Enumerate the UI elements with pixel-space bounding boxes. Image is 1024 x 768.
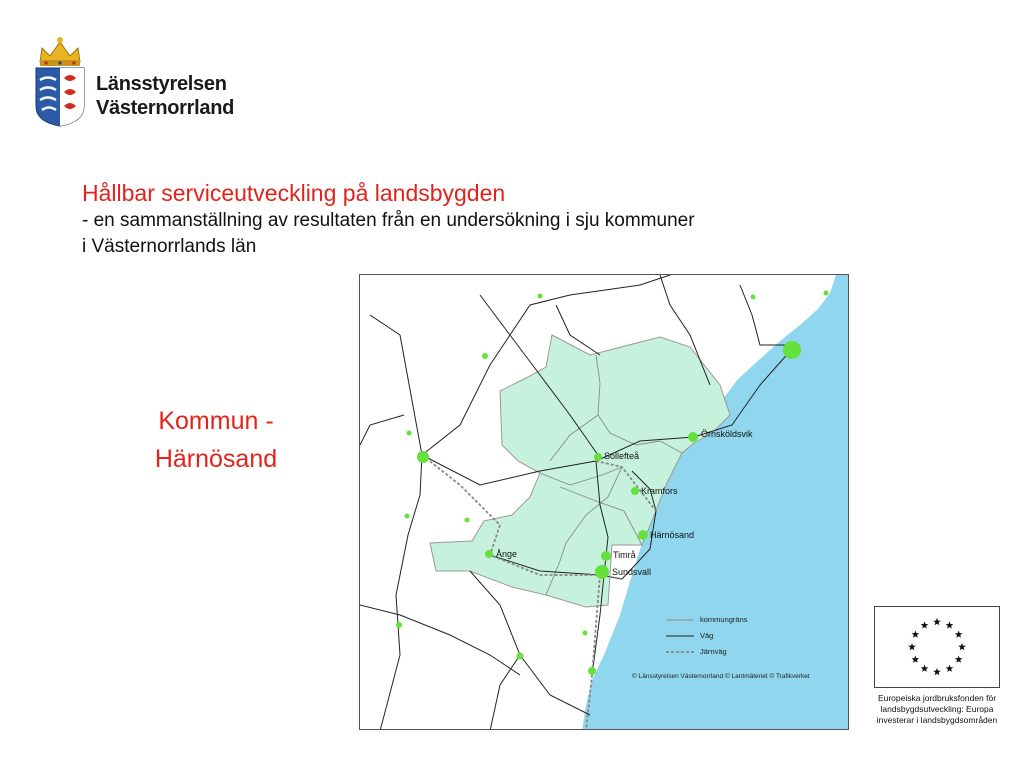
- town-harnosand: [638, 530, 648, 540]
- eu-stars-icon: [875, 607, 999, 687]
- eu-star: [921, 621, 929, 628]
- legend-road: Väg: [700, 631, 714, 640]
- eu-star: [946, 665, 954, 672]
- town-timra: [601, 551, 611, 561]
- label-solleftea: Sollefteå: [604, 451, 640, 461]
- town-ornskoldsvik: [688, 432, 698, 442]
- eu-caption-line-1: Europeiska jordbruksfonden för: [877, 693, 997, 703]
- region-map: [359, 274, 849, 730]
- logo-line-2: Västernorrland: [96, 97, 235, 119]
- eu-star: [933, 668, 941, 675]
- eu-caption-line-2: landsbygdsutveckling: Europa: [880, 704, 994, 714]
- town-ange: [485, 550, 493, 558]
- subtitle-line-2: i Västernorrlands län: [82, 236, 257, 257]
- kommun-line-2: Härnösand: [154, 445, 278, 473]
- eu-star: [955, 656, 963, 663]
- map-copyright: © Länsstyrelsen Västernorrland © Lantmäteriet © Trafikverket: [632, 673, 810, 680]
- label-timra: Timrå: [613, 550, 636, 560]
- eu-star: [955, 631, 963, 638]
- eu-star: [912, 631, 920, 638]
- kommun-label: [120, 402, 312, 478]
- title-block: [82, 178, 872, 260]
- eu-emblem: [874, 606, 1000, 688]
- map-graphic: [360, 275, 849, 730]
- eu-caption-line-3: investerar i landsbygdsområden: [876, 715, 998, 725]
- eu-star: [958, 643, 966, 650]
- town-sundsvall: [595, 565, 609, 579]
- label-kramfors: Kramfors: [641, 486, 678, 496]
- page-title: Hållbar serviceutveckling på landsbygden: [82, 180, 506, 206]
- eu-star: [946, 621, 954, 628]
- town-west: [417, 451, 429, 463]
- lansstyrelsen-logo: [30, 32, 250, 128]
- subtitle-line-1: - en sammanställning av resultaten från en undersökning i sju kommuner: [82, 210, 695, 231]
- legend-rail: Järnväg: [700, 647, 727, 656]
- town-big-north: [783, 341, 801, 359]
- label-ange: Ånge: [496, 549, 518, 559]
- town-kramfors: [631, 487, 639, 495]
- label-ornskoldsvik: Örnsköldsvik: [701, 429, 753, 439]
- town-solleftea: [594, 453, 602, 461]
- coat-of-arms-icon: [30, 32, 90, 128]
- eu-star: [933, 618, 941, 625]
- label-harnosand: Härnösand: [650, 530, 695, 540]
- eu-star: [912, 656, 920, 663]
- eu-star: [908, 643, 916, 650]
- logo-line-1: Länsstyrelsen: [96, 73, 227, 95]
- eu-caption: [866, 693, 1008, 726]
- label-sundsvall: Sundsvall: [612, 567, 652, 577]
- eu-star: [921, 665, 929, 672]
- kommun-line-1: Kommun -: [158, 407, 274, 435]
- legend-border: kommungräns: [700, 615, 748, 624]
